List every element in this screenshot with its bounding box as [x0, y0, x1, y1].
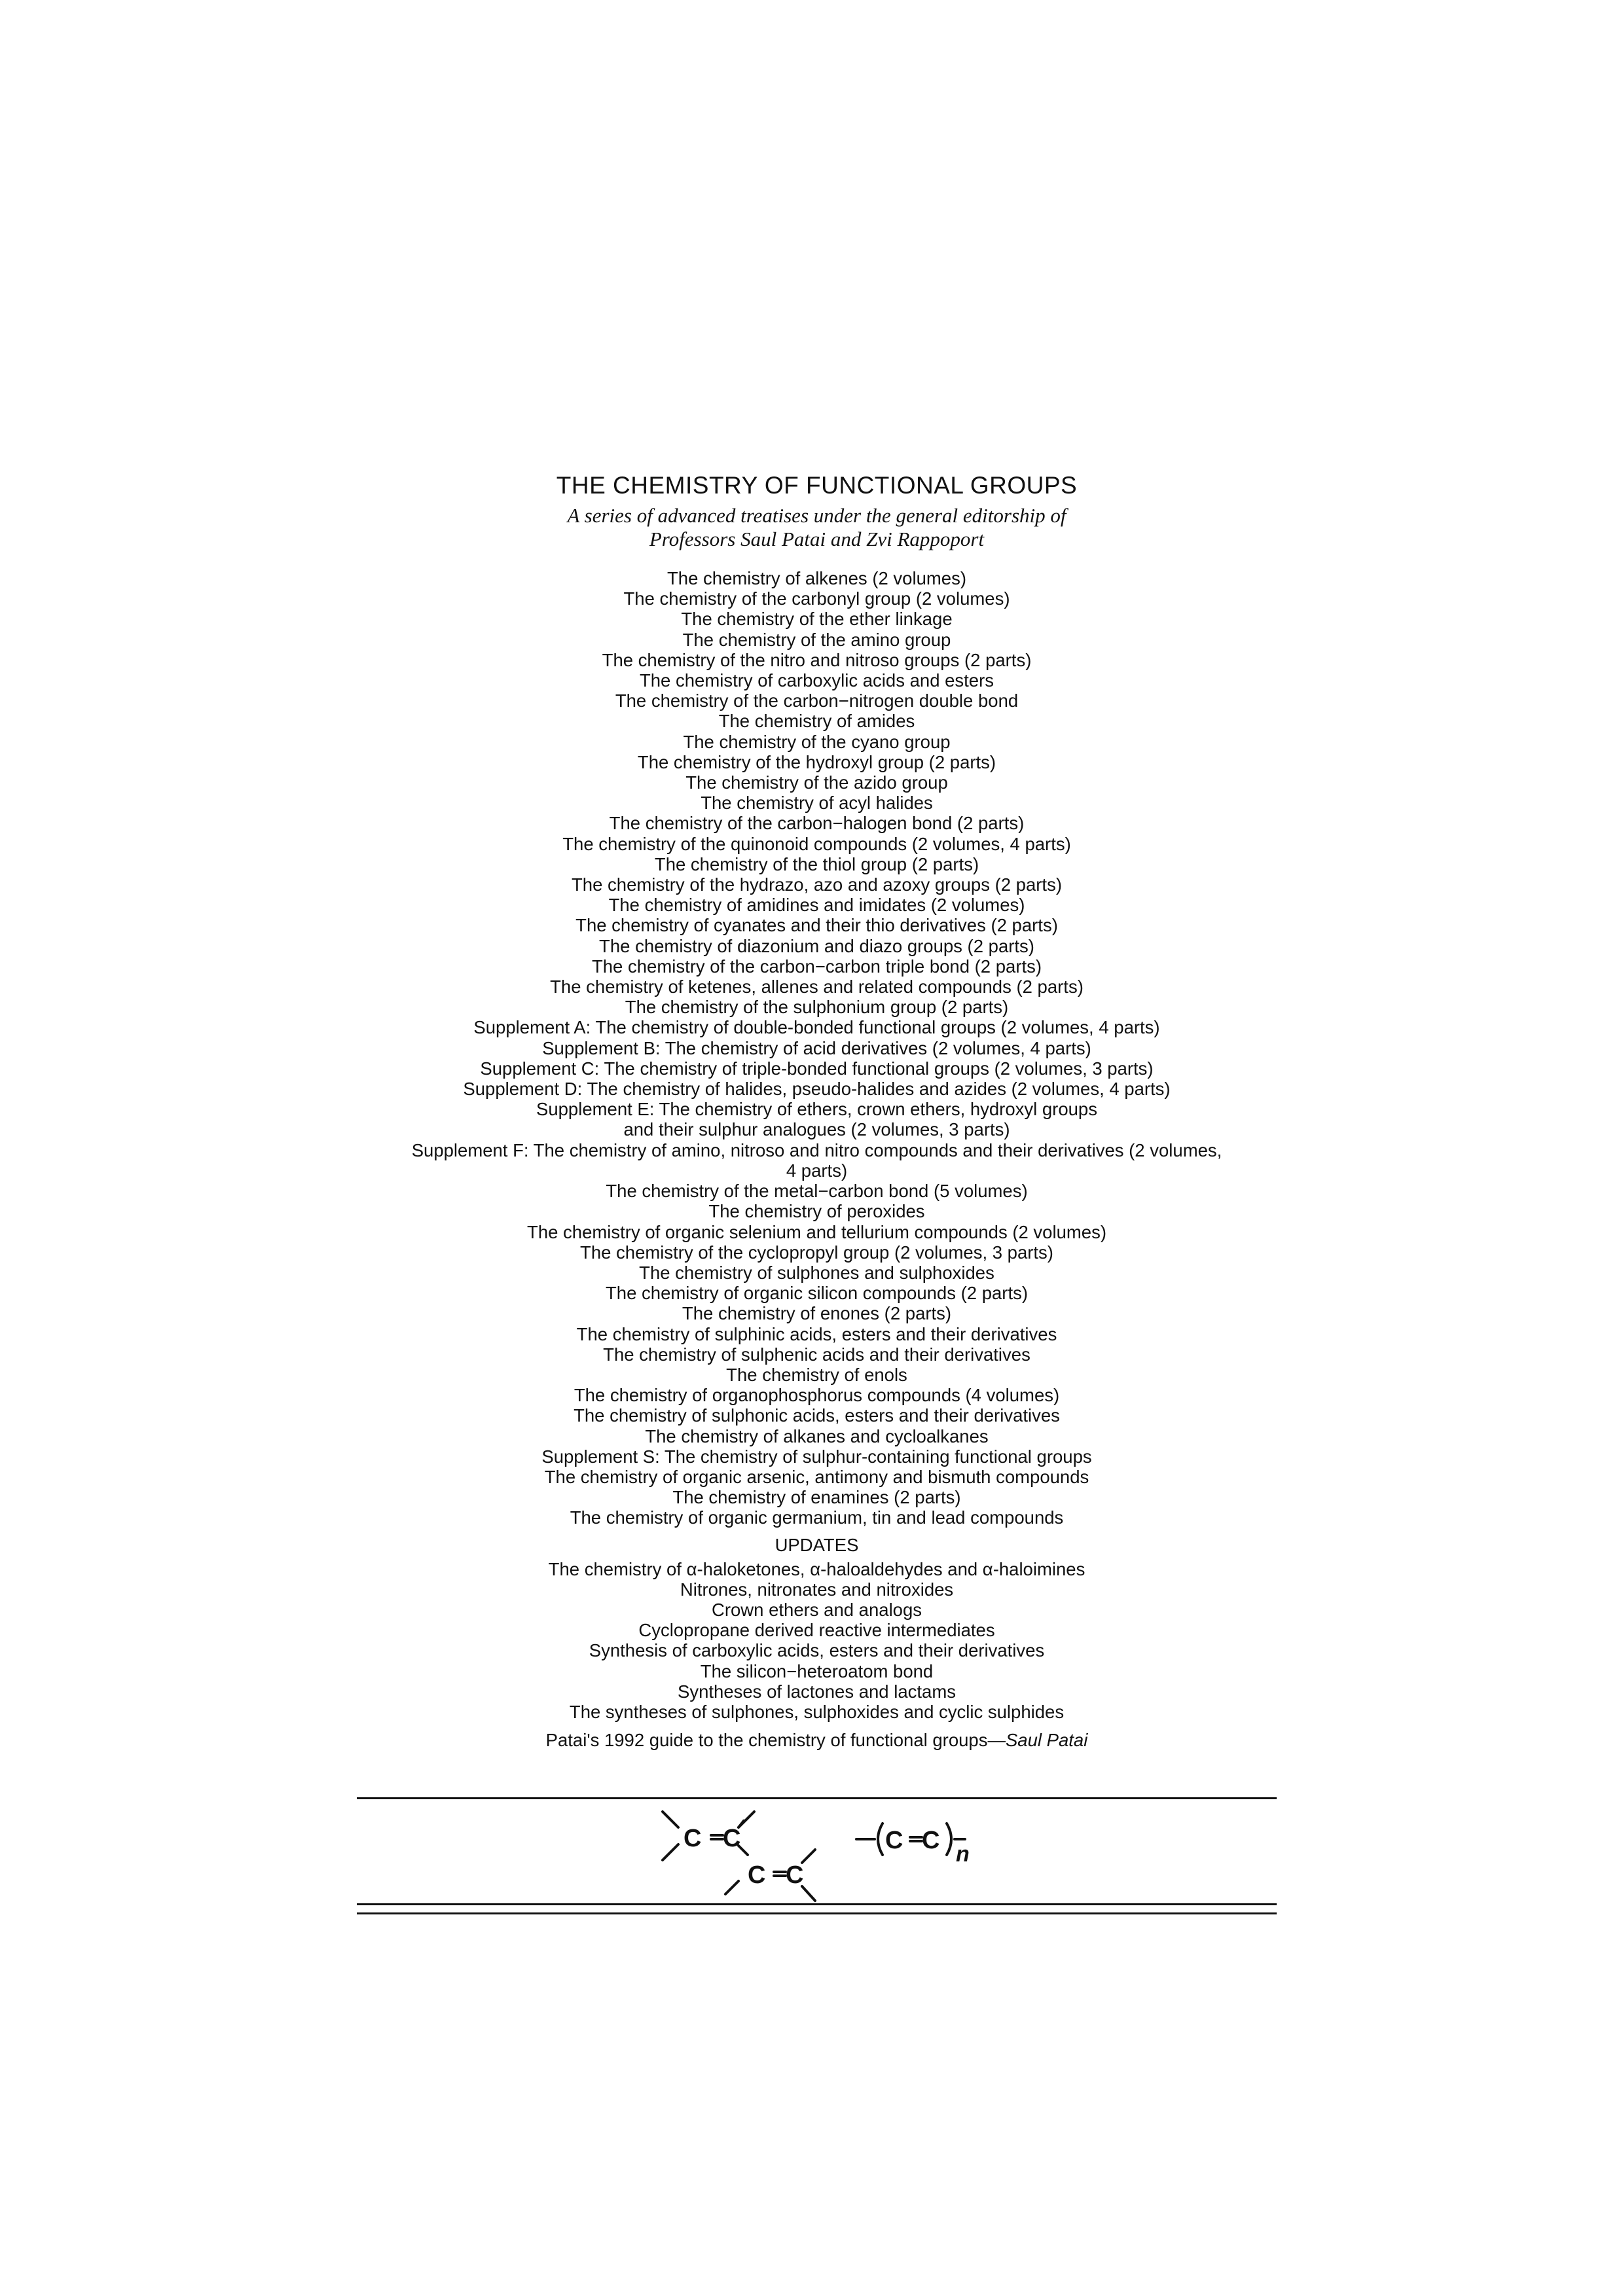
volume-item: The chemistry of the hydrazo, azo and azoxy groups (2 parts): [572, 874, 1062, 895]
volume-item: The chemistry of sulphenic acids and their derivatives: [603, 1344, 1030, 1365]
supplement-item: Supplement A: The chemistry of double-bonded functional groups (2 volumes, 4 parts): [473, 1017, 1160, 1038]
volume-item: The chemistry of sulphinic acids, esters and their derivatives: [576, 1323, 1057, 1344]
updates-list: [357, 1559, 1277, 1723]
series-page: [357, 471, 1277, 1750]
bottom-rule-upper: [357, 1903, 1277, 1905]
volume-item: The chemistry of the amino group: [682, 629, 951, 650]
supplement-item-continuation: and their sulphur analogues (2 volumes, 3 parts): [623, 1119, 1010, 1140]
volume-item: The chemistry of organic germanium, tin and lead compounds: [570, 1507, 1064, 1528]
volume-item: The chemistry of enols: [726, 1364, 907, 1385]
diene-atom: C: [723, 1825, 741, 1852]
volume-item: The chemistry of the carbon−carbon triple bond (2 parts): [591, 956, 1042, 977]
structure-formulas: [648, 1801, 989, 1912]
volume-item: The chemistry of the quinonoid compounds (2 volumes, 4 parts): [562, 833, 1071, 854]
volume-item: The chemistry of alkenes (2 volumes): [667, 568, 966, 588]
volume-item: The chemistry of alkanes and cycloalkanes: [645, 1426, 989, 1446]
diene-atom: C: [684, 1825, 702, 1852]
volume-item: The chemistry of diazonium and diazo groups (2 parts): [599, 935, 1034, 956]
volume-item: The chemistry of enones (2 parts): [682, 1303, 952, 1324]
supplement-item: Supplement B: The chemistry of acid derivatives (2 volumes, 4 parts): [542, 1037, 1091, 1058]
volume-item: The chemistry of the carbonyl group (2 volumes): [623, 588, 1010, 609]
update-item: The syntheses of sulphones, sulphoxides and cyclic sulphides: [569, 1701, 1065, 1722]
volume-item: The chemistry of peroxides: [708, 1201, 925, 1222]
bottom-rule-lower: [357, 1912, 1277, 1914]
series-title: THE CHEMISTRY OF FUNCTIONAL GROUPS: [556, 472, 1078, 499]
volume-item: The chemistry of organophosphorus compounds (4 volumes): [574, 1385, 1060, 1406]
update-item: The silicon−heteroatom bond: [700, 1660, 934, 1681]
volume-item: The chemistry of cyanates and their thio derivatives (2 parts): [575, 915, 1058, 936]
guide-author: Saul Patai: [1005, 1730, 1088, 1751]
series-subtitle-line-1: A series of advanced treatises under the general editorship of: [567, 504, 1067, 527]
volume-item: The chemistry of carboxylic acids and esters: [639, 670, 994, 691]
supplement-item: Supplement S: The chemistry of sulphur-containing functional groups: [541, 1446, 1092, 1467]
volume-item: The chemistry of the carbon−nitrogen double bond: [615, 691, 1019, 711]
supplement-item-continuation: 4 parts): [786, 1160, 848, 1181]
volume-item: The chemistry of sulphonic acids, esters and their derivatives: [574, 1405, 1060, 1426]
volume-item: The chemistry of the cyclopropyl group (2 volumes, 3 parts): [580, 1242, 1053, 1263]
supplement-item: Supplement D: The chemistry of halides, pseudo-halides and azides (2 volumes, 4 parts): [463, 1079, 1171, 1100]
supplement-item: Supplement F: The chemistry of amino, nitroso and nitro compounds and their derivatives (2 volumes,: [411, 1139, 1222, 1160]
polymer-atom: C: [922, 1827, 940, 1854]
volume-item: The chemistry of the cyano group: [683, 731, 951, 752]
guide-line: [357, 1730, 1277, 1750]
volume-item: The chemistry of the thiol group (2 parts): [654, 853, 979, 874]
volume-item: The chemistry of amidines and imidates (2 volumes): [608, 895, 1025, 916]
guide-title: Patai's 1992 guide to the chemistry of functional groups—: [545, 1730, 1006, 1751]
series-subtitle-line-2: Professors Saul Patai and Zvi Rappoport: [649, 528, 985, 550]
volume-item: The chemistry of the metal−carbon bond (5 volumes): [606, 1181, 1028, 1202]
volume-item: The chemistry of the azido group: [685, 772, 948, 793]
volume-item: The chemistry of acyl halides: [701, 793, 933, 814]
diene-atom: C: [786, 1861, 804, 1889]
volume-item: The chemistry of organic arsenic, antimony and bismuth compounds: [544, 1466, 1089, 1487]
volume-item: The chemistry of organic selenium and tellurium compounds (2 volumes): [527, 1221, 1106, 1242]
polyene-structure: [856, 1823, 965, 1855]
updates-heading: UPDATES: [775, 1534, 859, 1555]
update-item: Crown ethers and analogs: [711, 1599, 922, 1620]
volume-item: The chemistry of organic silicon compounds (2 parts): [606, 1283, 1028, 1304]
update-item: Synthesis of carboxylic acids, esters and their derivatives: [589, 1640, 1045, 1661]
diene-atom: C: [748, 1861, 766, 1889]
supplement-item: Supplement C: The chemistry of triple-bonded functional groups (2 volumes, 3 parts): [480, 1058, 1154, 1079]
polymer-subscript: n: [956, 1842, 970, 1867]
volume-item: The chemistry of the carbon−halogen bond (2 parts): [609, 813, 1025, 834]
update-item: The chemistry of α-haloketones, α-haloaldehydes and α-haloimines: [548, 1558, 1085, 1579]
volume-item: The chemistry of the sulphonium group (2 parts): [625, 997, 1009, 1018]
update-item: Syntheses of lactones and lactams: [678, 1681, 956, 1702]
volume-item: The chemistry of the hydroxyl group (2 parts): [637, 751, 996, 772]
supplement-item: Supplement E: The chemistry of ethers, crown ethers, hydroxyl groups: [536, 1099, 1097, 1120]
volume-item: The chemistry of ketenes, allenes and related compounds (2 parts): [550, 977, 1084, 997]
volume-item: The chemistry of sulphones and sulphoxides: [639, 1262, 994, 1283]
volume-item: The chemistry of amides: [718, 711, 915, 732]
volume-list: [357, 568, 1277, 1528]
top-rule: [357, 1797, 1277, 1799]
polymer-atom: C: [885, 1827, 903, 1854]
update-item: Cyclopropane derived reactive intermediates: [638, 1620, 995, 1641]
volume-item: The chemistry of the nitro and nitroso groups (2 parts): [602, 649, 1032, 670]
volume-item: The chemistry of the ether linkage: [681, 609, 953, 630]
volume-item: The chemistry of enamines (2 parts): [672, 1487, 961, 1508]
update-item: Nitrones, nitronates and nitroxides: [680, 1579, 954, 1600]
